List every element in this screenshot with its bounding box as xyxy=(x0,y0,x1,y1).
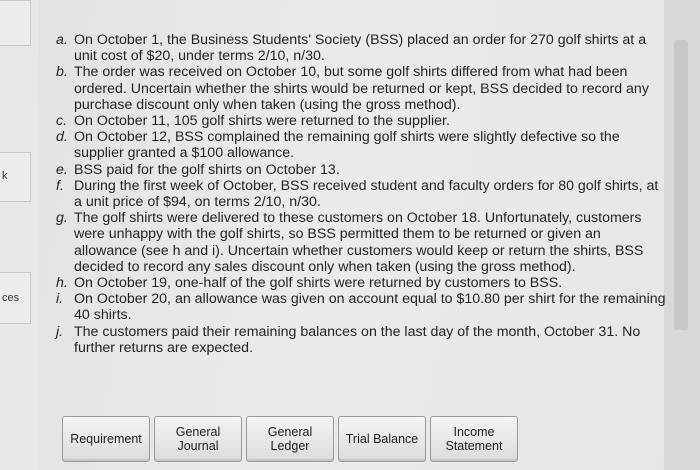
tab-label: Statement xyxy=(445,439,503,453)
left-panel xyxy=(0,0,38,470)
item-text: The customers paid their remaining balances on the last day of the month, October 31. No further returns are expected. xyxy=(74,323,641,356)
item-marker: d. xyxy=(56,129,68,146)
item-marker: a. xyxy=(56,32,68,48)
item-text: On October 20, an allowance was given on account equal to $10.80 per shirt for the remaining 40 shirts. xyxy=(74,291,666,324)
left-panel-box[interactable] xyxy=(0,0,31,46)
list-item xyxy=(56,178,666,210)
tab-requirement[interactable] xyxy=(62,416,150,462)
item-text: On October 1, the Business Students' Society (BSS) placed an order for 270 golf shirts at a unit cost of $20, under terms 2/10, n/30. xyxy=(74,32,647,65)
left-panel-text: k xyxy=(2,170,8,182)
tab-label: Journal xyxy=(177,439,219,453)
list-item xyxy=(56,113,666,129)
list-item xyxy=(56,275,666,291)
list-item xyxy=(56,210,666,275)
item-text: On October 12, BSS complained the remaining golf shirts were slightly defective so the supplier granted a $100 allowance. xyxy=(74,129,620,162)
item-marker: g. xyxy=(56,210,68,227)
tab-general-ledger[interactable] xyxy=(246,416,334,462)
item-marker: e. xyxy=(56,161,68,178)
tab-label: Trial Balance xyxy=(345,432,419,446)
tab-label: Requirement xyxy=(70,432,142,446)
list-item xyxy=(56,324,666,356)
problem-list xyxy=(56,32,666,356)
scrollbar-thumb[interactable] xyxy=(674,40,688,330)
tab-label: General xyxy=(175,425,221,439)
item-text: During the first week of October, BSS received student and faculty orders for 80 golf shirts, at a unit price of $94, on terms 2/10, n/30. xyxy=(74,177,659,211)
item-marker: b. xyxy=(56,64,68,81)
item-marker: h. xyxy=(56,275,68,292)
list-item xyxy=(56,129,666,161)
tab-label: Income xyxy=(453,425,495,439)
list-item xyxy=(56,64,666,113)
tab-trial-balance[interactable] xyxy=(338,416,426,462)
item-text: On October 11, 105 golf shirts were returned to the supplier. xyxy=(74,113,450,130)
item-text: The golf shirts were delivered to these customers on October 18. Unfortunately, customers were unhappy with the golf shirts, so BSS permitted them to be returned or given an allowance (see h and i). Uncertain whether customers would keep or return the shirts, BSS decided to record any sales discount only when taken (using the gross method). xyxy=(74,210,644,275)
tab-income-statement[interactable] xyxy=(430,416,518,462)
list-item xyxy=(56,162,666,178)
item-text: The order was received on October 10, but some golf shirts differed from what had been ordered. Uncertain whether the shirts would be returned or kept, BSS decided to record any purchase discount only when taken (using the gross method). xyxy=(74,64,649,113)
left-panel-text: ces xyxy=(2,292,20,304)
tab-label: Ledger xyxy=(270,439,310,453)
tab-label: General xyxy=(267,425,313,439)
list-item xyxy=(56,291,666,323)
item-marker: c. xyxy=(56,113,68,130)
list-item xyxy=(56,32,666,64)
tab-bar xyxy=(62,416,518,462)
item-text: On October 19, one-half of the golf shirts were returned by customers to BSS. xyxy=(74,275,563,292)
item-marker: j. xyxy=(56,323,64,340)
tab-general-journal[interactable] xyxy=(154,416,242,462)
scrollbar[interactable] xyxy=(664,0,700,470)
item-marker: i. xyxy=(56,291,64,308)
item-text: BSS paid for the golf shirts on October 13. xyxy=(74,161,340,178)
item-marker: f. xyxy=(56,177,64,194)
